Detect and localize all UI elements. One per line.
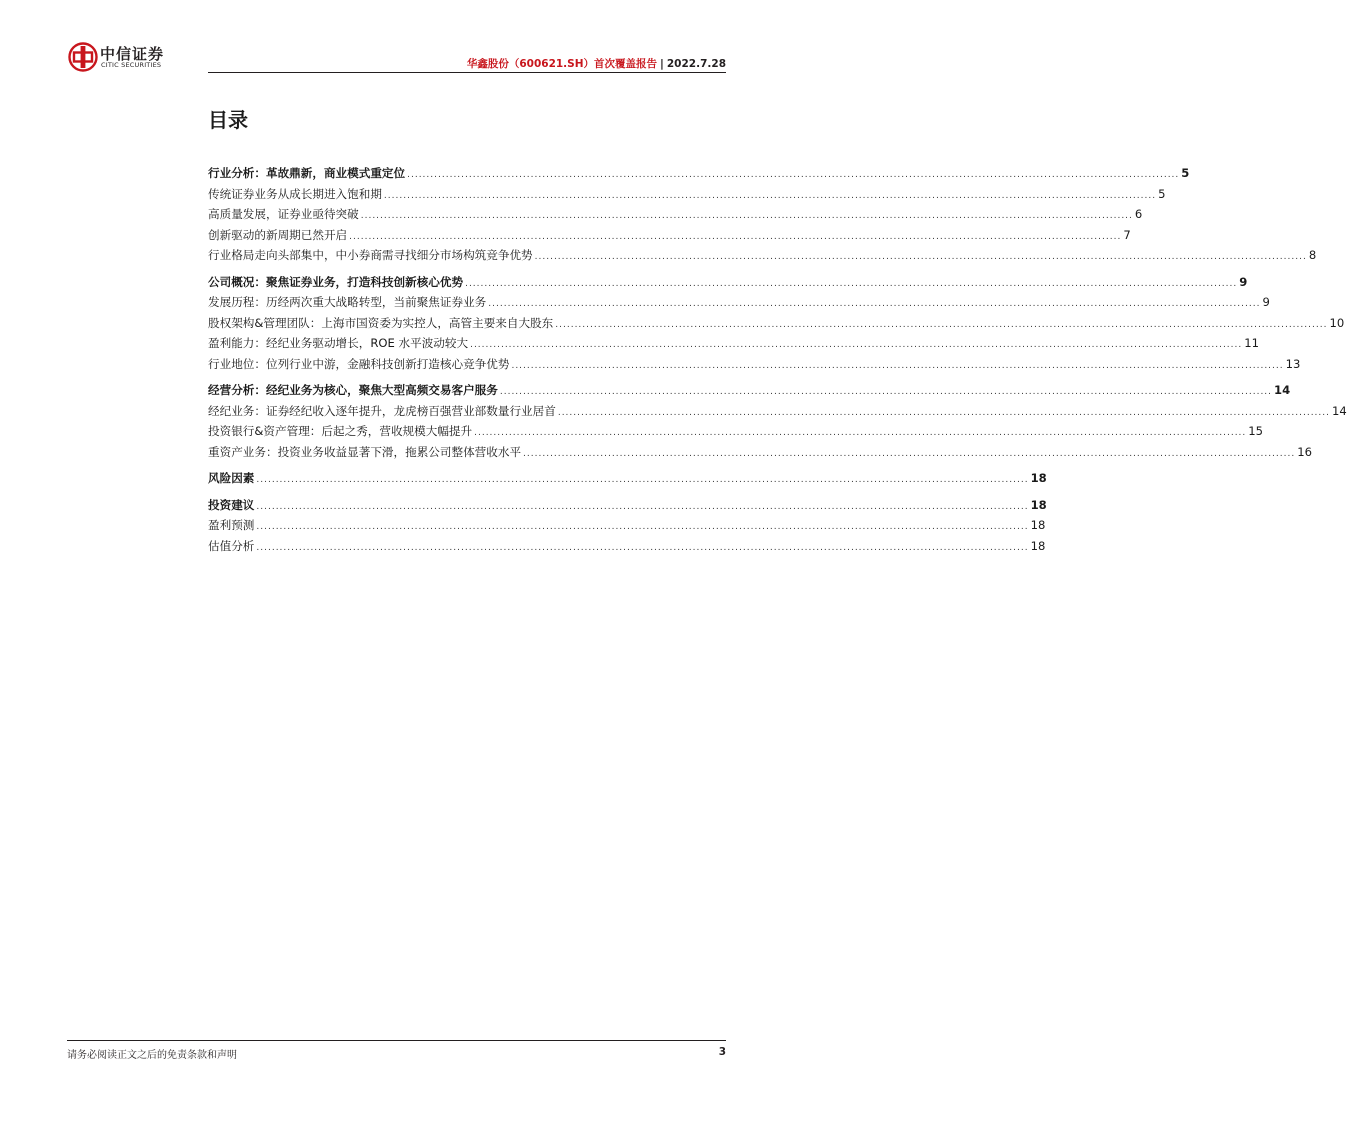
report-title: 华鑫股份（600621.SH）首次覆盖报告: [466, 58, 658, 70]
toc-item-title: 重资产业务：投资业务收益显著下滑，拖累公司整体营收水平: [208, 444, 522, 459]
toc-page-number: 10: [1329, 315, 1345, 330]
toc-leader-dots: ........................................................................................................................................................................................................: [474, 428, 1247, 438]
toc-leader-dots: ........................................................................................................................................................................................................: [557, 407, 1330, 418]
logo-chinese-text: 中信证券: [100, 45, 165, 63]
toc-page-number: 5: [1158, 186, 1166, 201]
toc-item[interactable]: [208, 204, 1143, 225]
toc-leader-dots: ........................................................................................................................................................................................................: [555, 319, 1328, 330]
toc-section[interactable]: [208, 495, 1047, 516]
toc-item[interactable]: [208, 536, 1046, 557]
footer-divider: [67, 1040, 726, 1041]
header-separator: |: [660, 58, 664, 70]
toc-leader-dots: ........................................................................................................................................................................................................: [407, 170, 1180, 180]
citic-logo-icon: [68, 42, 98, 72]
logo-english-text: CITIC SECURITIES: [101, 61, 162, 69]
toc-page-number: 15: [1248, 424, 1264, 438]
toc-item[interactable]: [208, 401, 1347, 422]
toc-item[interactable]: [208, 421, 1264, 442]
toc-section[interactable]: [208, 272, 1248, 293]
toc-item[interactable]: [208, 245, 1317, 266]
toc-item-title: 经纪业务：证券经纪收入逐年提升，龙虎榜百强营业部数量行业居首: [208, 403, 556, 418]
toc-leader-dots: ........................................................................................................................................................................................................: [523, 448, 1296, 459]
toc-page-number: 6: [1134, 207, 1143, 221]
toc-page-number: 16: [1297, 444, 1312, 459]
toc-item-title: 行业格局走向头部集中，中小券商需寻找细分市场构筑竞争优势: [208, 248, 533, 262]
toc-leader-dots: ........................................................................................................................................................................................................: [511, 360, 1284, 371]
toc-page-number: 7: [1123, 227, 1131, 242]
toc-leader-dots: ........................................................................................................................................................................................................: [465, 278, 1238, 289]
toc-section-title: 投资建议: [208, 497, 255, 512]
toc-section-title: 风险因素: [208, 471, 255, 485]
toc-page-number: 13: [1285, 356, 1301, 371]
toc-leader-dots: ........................................................................................................................................................................................................: [256, 542, 1029, 553]
toc-item-title: 创新驱动的新周期已然开启: [208, 227, 348, 242]
toc-page-number: 9: [1239, 274, 1248, 289]
footer-disclaimer: 请务必阅读正文之后的免责条款和声明: [67, 1050, 237, 1061]
toc-item[interactable]: [208, 354, 1301, 375]
toc-item[interactable]: [208, 184, 1166, 205]
toc-leader-dots: ........................................................................................................................................................................................................: [349, 231, 1122, 242]
toc-item[interactable]: [208, 225, 1131, 246]
toc-item-title: 估值分析: [208, 538, 255, 553]
toc-page-number: 18: [1030, 518, 1046, 532]
toc-leader-dots: ........................................................................................................................................................................................................: [256, 501, 1029, 512]
toc-page-number: 5: [1181, 166, 1190, 180]
toc-page-number: 18: [1030, 471, 1047, 485]
toc-item-title: 盈利能力：经纪业务驱动增长，ROE 水平波动较大: [208, 336, 469, 350]
toc-leader-dots: ........................................................................................................................................................................................................: [360, 211, 1133, 221]
toc-page-number: 14: [1332, 403, 1347, 418]
table-of-contents: [208, 163, 1347, 556]
header-divider: [208, 72, 726, 73]
toc-item[interactable]: [208, 333, 1260, 354]
toc-section-title: 经营分析：经纪业务为核心，聚焦大型高频交易客户服务: [208, 383, 498, 397]
toc-leader-dots: ........................................................................................................................................................................................................: [534, 252, 1307, 262]
report-header: [467, 56, 726, 71]
toc-page-number: 14: [1274, 383, 1291, 397]
toc-leader-dots: ........................................................................................................................................................................................................: [383, 190, 1157, 201]
toc-item-title: 盈利预测: [208, 518, 255, 532]
toc-item[interactable]: [208, 292, 1270, 313]
toc-leader-dots: ........................................................................................................................................................................................................: [499, 387, 1273, 397]
toc-section[interactable]: [208, 468, 1047, 489]
toc-title: 目录: [208, 108, 248, 132]
toc-page-number: 9: [1262, 295, 1270, 309]
toc-item[interactable]: [208, 442, 1312, 463]
toc-page-number: 18: [1030, 497, 1047, 512]
report-date: 2022.7.28: [666, 58, 726, 70]
toc-item-title: 投资银行&资产管理：后起之秀，营收规模大幅提升: [208, 424, 473, 438]
toc-leader-dots: ........................................................................................................................................................................................................: [256, 475, 1029, 485]
toc-section[interactable]: [208, 380, 1291, 401]
toc-item-title: 传统证券业务从成长期进入饱和期: [208, 186, 382, 201]
toc-item-title: 行业地位：位列行业中游，金融科技创新打造核心竞争优势: [208, 356, 510, 371]
page-number: 3: [718, 1046, 726, 1058]
toc-item-title: 高质量发展，证券业亟待突破: [208, 207, 359, 221]
toc-page-number: 8: [1308, 248, 1317, 262]
toc-section-title: 公司概况：聚焦证券业务，打造科技创新核心优势: [208, 274, 464, 289]
toc-item[interactable]: [208, 515, 1046, 536]
toc-item[interactable]: [208, 313, 1345, 334]
toc-leader-dots: ........................................................................................................................................................................................................: [256, 522, 1029, 532]
toc-section[interactable]: [208, 163, 1190, 184]
toc-section-title: 行业分析：革故鼎新，商业模式重定位: [208, 166, 406, 180]
company-logo: [68, 42, 178, 72]
toc-page-number: 18: [1030, 538, 1046, 553]
toc-item-title: 股权架构&管理团队：上海市国资委为实控人，高管主要来自大股东: [208, 315, 554, 330]
toc-leader-dots: ........................................................................................................................................................................................................: [488, 299, 1261, 309]
toc-item-title: 发展历程：历经两次重大战略转型，当前聚焦证券业务: [208, 295, 487, 309]
toc-leader-dots: ........................................................................................................................................................................................................: [470, 340, 1243, 350]
toc-page-number: 11: [1244, 336, 1260, 350]
